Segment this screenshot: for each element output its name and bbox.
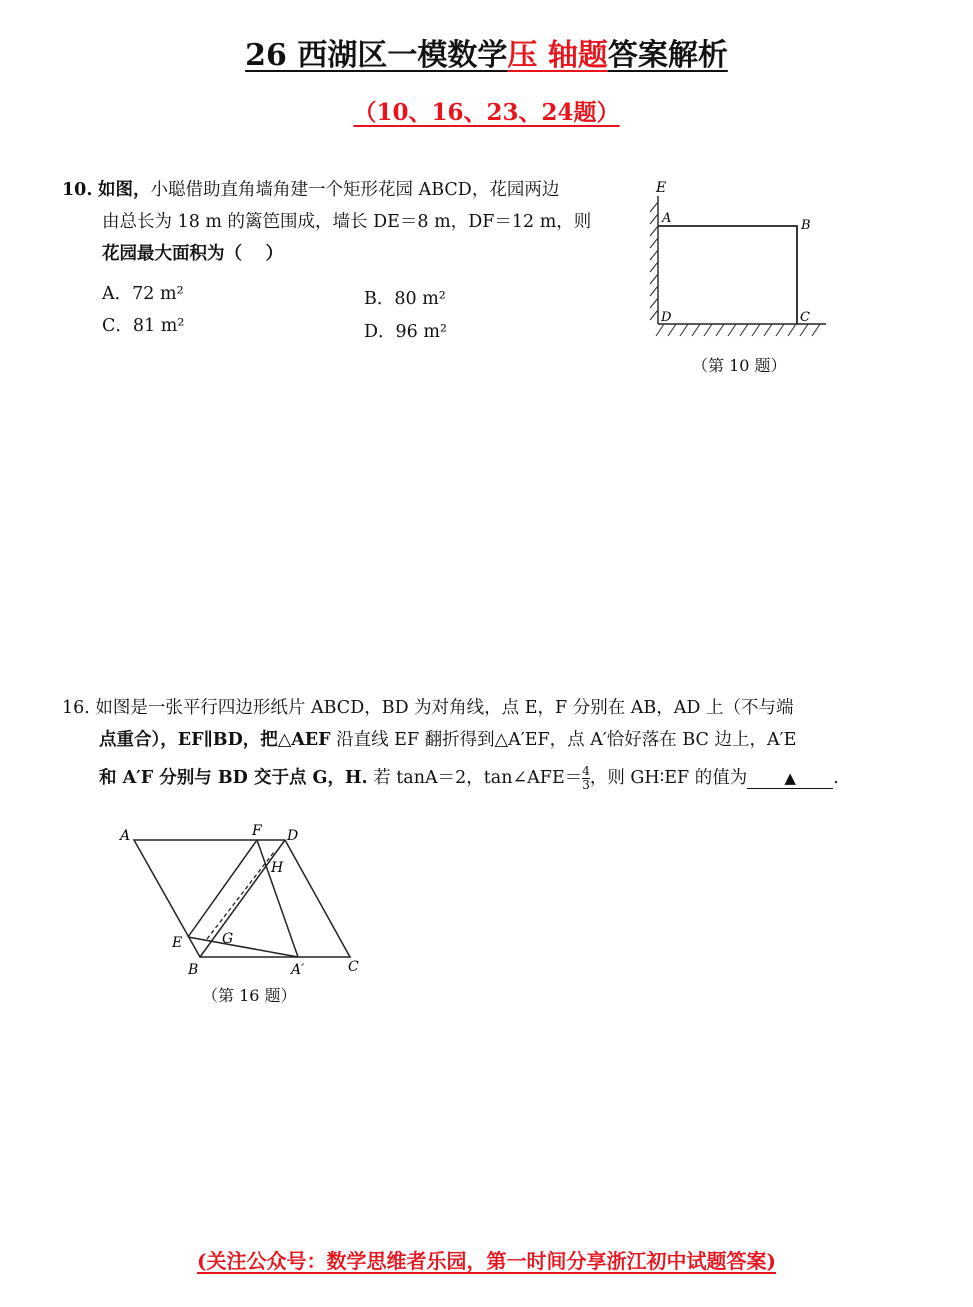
fraction-denominator: 3	[582, 778, 590, 792]
label-g: G	[222, 931, 234, 947]
q10-figure	[640, 178, 835, 343]
q10-option-d: D．96 m²	[364, 322, 447, 342]
segment-a-prime-f	[257, 840, 298, 957]
question-16	[62, 692, 839, 794]
q10-line2: 由总长为 18 m 的篱笆围成，墙长 DE＝8 m，DF＝12 m，则	[102, 212, 592, 232]
q16-caption: （第 16 题）	[202, 986, 297, 1005]
q10-line1: 小聪借助直角墙角建一个矩形花园 ABCD，花园两边	[150, 180, 560, 200]
q16-line3-lead: 和 A′F 分别与 BD 交于点 G，H.	[99, 768, 368, 788]
label-b: B	[188, 962, 199, 978]
question-10	[62, 174, 632, 270]
q16-fraction	[582, 765, 590, 792]
title-part1: 26 西湖区一模数学	[245, 38, 508, 73]
q10-option-c: C．81 m²	[102, 316, 185, 336]
page-title	[0, 30, 973, 74]
label-c: C	[348, 959, 359, 975]
title-part2-highlight: 压 轴题	[507, 38, 608, 73]
label-b: B	[801, 218, 811, 233]
q10-lead: 如图，	[98, 180, 151, 200]
wall-hatching	[650, 202, 820, 336]
label-c: C	[800, 310, 810, 325]
q16-line3-mid: 若 tanA＝2，tan∠AFE＝	[367, 768, 583, 788]
q16-line1: 如图是一张平行四边形纸片 ABCD，BD 为对角线，点 E，F 分别在 AB，AD 上（不与端	[95, 698, 794, 718]
label-h: H	[271, 860, 284, 876]
label-a-prime: A′	[291, 962, 305, 978]
label-d: D	[287, 828, 299, 844]
q10-option-b: B．80 m²	[364, 289, 446, 309]
title-part3: 答案解析	[607, 38, 728, 73]
fraction-numerator: 4	[582, 764, 590, 778]
label-a: A	[662, 211, 672, 226]
label-f: F	[252, 823, 262, 839]
q10-caption: （第 10 题）	[692, 356, 787, 375]
q16-line3-end: ，则 GH∶EF 的值为	[589, 768, 748, 788]
page-subtitle	[0, 94, 973, 127]
label-e: E	[656, 180, 667, 196]
q16-line2-lead: 点重合），EF∥BD，把△AEF	[99, 730, 331, 750]
q16-period: .	[833, 768, 839, 788]
answer-blank: ▲	[747, 768, 833, 789]
label-e: E	[172, 935, 183, 951]
label-a: A	[120, 828, 131, 844]
segment-a-prime-e	[188, 937, 298, 957]
label-d: D	[661, 310, 672, 325]
q16-line2: 沿直线 EF 翻折得到△A′EF，点 A′恰好落在 BC 边上，A′E	[330, 730, 797, 750]
q10-number: 10.	[62, 180, 93, 200]
fence-abc-line	[658, 226, 797, 324]
diagonal-bd	[200, 840, 285, 957]
footer-notice	[0, 1245, 973, 1274]
subtitle-text: （10、16、23、24题）	[353, 99, 620, 126]
q10-option-a: A．72 m²	[102, 284, 184, 304]
footer-text: (关注公众号：数学思维者乐园，第一时间分享浙江初中试题答案)	[197, 1249, 776, 1273]
q16-figure	[110, 820, 370, 980]
q16-number: 16.	[62, 698, 90, 718]
q10-line3: 花园最大面积为（ ）	[102, 244, 284, 264]
